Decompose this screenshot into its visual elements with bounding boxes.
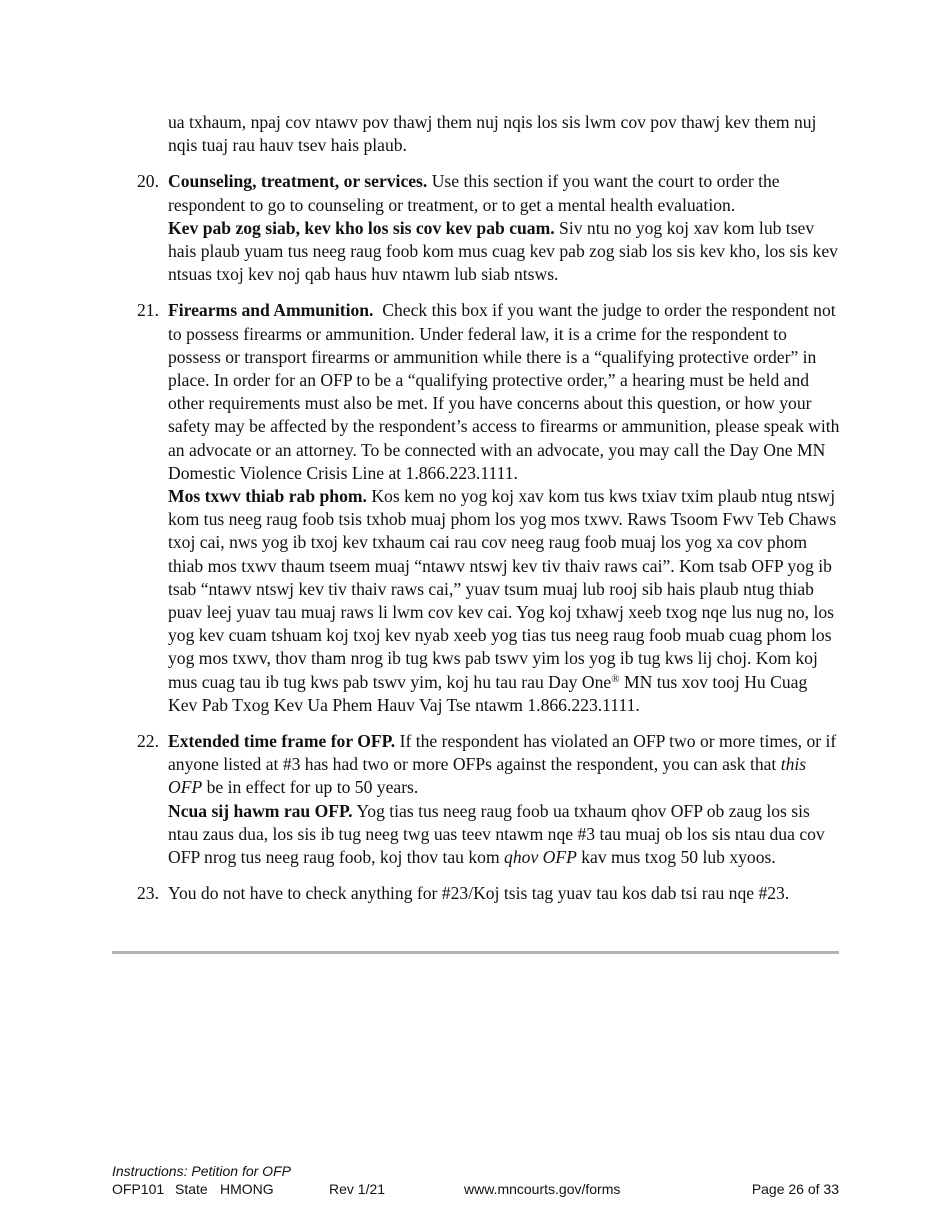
item-22 bbox=[137, 730, 840, 869]
page-footer bbox=[112, 1162, 839, 1198]
section-divider bbox=[112, 951, 839, 954]
english-paragraph: Counseling, treatment, or services. Use this section if you want the court to order the respondent to go to counseling or treatment, or to get a mental health evaluation. bbox=[168, 171, 780, 215]
hmong-heading: Mos txwv thiab rab phom. bbox=[168, 486, 367, 507]
footer-language: HMONG bbox=[220, 1181, 274, 1197]
item-number: 23. bbox=[137, 883, 159, 904]
english-heading: Extended time frame for OFP. bbox=[168, 731, 396, 752]
continuation-paragraph: ua txhaum, npaj cov ntawv pov thawj them nuj nqis los sis lwm cov pov thawj kev them nuj nqis tuaj rau hauv tsev hais plaub. bbox=[168, 112, 817, 156]
footer-page-number: Page 26 of 33 bbox=[751, 1181, 839, 1197]
instructions-body bbox=[137, 111, 844, 906]
hmong-heading: Ncua sij hawm rau OFP. bbox=[168, 800, 353, 821]
hmong-paragraph: Mos txwv thiab rab phom. Kos kem no yog koj xav kom tus kws txiav txim plaub ntug ntswj kom tus neeg raug foob tsis txhob muaj phom los yog mos txwv. Raws Tsoom Fwv Teb Chaws txoj cai, nws yog ib txoj kev txhaum cai rau cov neeg raug foob muaj los yog xa cov phom thiab mos txwv thaum tseem muaj “ntawv ntswj kev tiv thaiv raws cai”. Kom tsab OFP yog ib tsab “ntawv ntswj kev tiv thaiv raws cai,” yuav tsum muaj lub rooj sib hais plaub ntug thiab puav leej yuav tau muaj raws li lwm cov kev cai. Yog koj txhawj xeeb txog nqe lus nug no, los yog kev cuam tshuam koj txoj kev nyab xeeb yog tias tus neeg raug foob muab cuag phom los yog mos txwv, thov tham nrog ib tug kws pab tswv yim los yog ib tug kws lij choj. Kom koj mus cuag tau ib tug kws pab tswv yim, koj hu tau rau Day One® MN tus xov tooj Hu Cuag Kev Pab Txog Kev Ua Phem Hauv Vaj Tse ntawm 1.866.223.1111. bbox=[168, 486, 837, 715]
hmong-paragraph: Ncua sij hawm rau OFP. Yog tias tus neeg raug foob ua txhaum qhov OFP ob zaug los sis ntau zaus dua, los sis ib tug neeg twg uas teev ntawm nqe #3 tau muaj ob los sis ntau dua cov OFP nrog tus neeg raug foob, koj thov tau kom qhov OFP kav mus txog 50 lub xyoos. bbox=[168, 800, 825, 868]
item-text: You do not have to check anything for #23/Koj tsis tag yuav tau kos dab tsi rau nqe #23. bbox=[168, 883, 790, 904]
hmong-heading: Kev pab zog siab, kev kho los sis cov kev pab cuam. bbox=[168, 217, 555, 238]
item-number: 20. bbox=[137, 171, 159, 192]
footer-state: State bbox=[175, 1181, 208, 1197]
footer-title: Instructions: Petition for OFP bbox=[112, 1163, 291, 1179]
hmong-paragraph: Kev pab zog siab, kev kho los sis cov kev pab cuam. Siv ntu no yog koj xav kom lub tsev hais plaub yuam tus neeg raug foob kom mus cuag kev pab zog siab los sis kev kho, los sis kev ntsuas txoj kev noj qab haus huv ntawm lub siab ntsws. bbox=[168, 217, 838, 285]
english-heading: Counseling, treatment, or services. bbox=[168, 171, 428, 192]
english-paragraph: Firearms and Ammunition. Check this box if you want the judge to order the respondent not to possess firearms or ammunition. Under federal law, it is a crime for the respondent to possess or transport firearms or ammunition while there is a “qualifying protective order” in place. In order for an OFP to be a “qualifying protective order,” a hearing must be held and other requirements must also be met. If you have concerns about this question, or how your safety may be affected by the respondent’s access to firearms or ammunition, please speak with an advocate or an attorney. To be connected with an advocate, you may call the Day One MN Domestic Violence Crisis Line at 1.866.223.1111. bbox=[168, 300, 844, 483]
english-heading: Firearms and Ammunition. bbox=[168, 300, 374, 321]
item-23 bbox=[137, 882, 840, 905]
item-20 bbox=[137, 170, 840, 286]
footer-form-code: OFP101 bbox=[112, 1181, 165, 1197]
item-number: 21. bbox=[137, 300, 159, 321]
english-paragraph: Extended time frame for OFP. If the respondent has violated an OFP two or more times, or if anyone listed at #3 has had two or more OFPs against the respondent, you can ask that this OFP be in effect for up to 50 years. bbox=[168, 731, 837, 798]
footer-website: www.mncourts.gov/forms bbox=[464, 1181, 621, 1197]
item-number: 22. bbox=[137, 731, 159, 752]
registered-mark: ® bbox=[611, 672, 620, 685]
item-21 bbox=[137, 299, 844, 717]
footer-revision: Rev 1/21 bbox=[329, 1181, 386, 1197]
